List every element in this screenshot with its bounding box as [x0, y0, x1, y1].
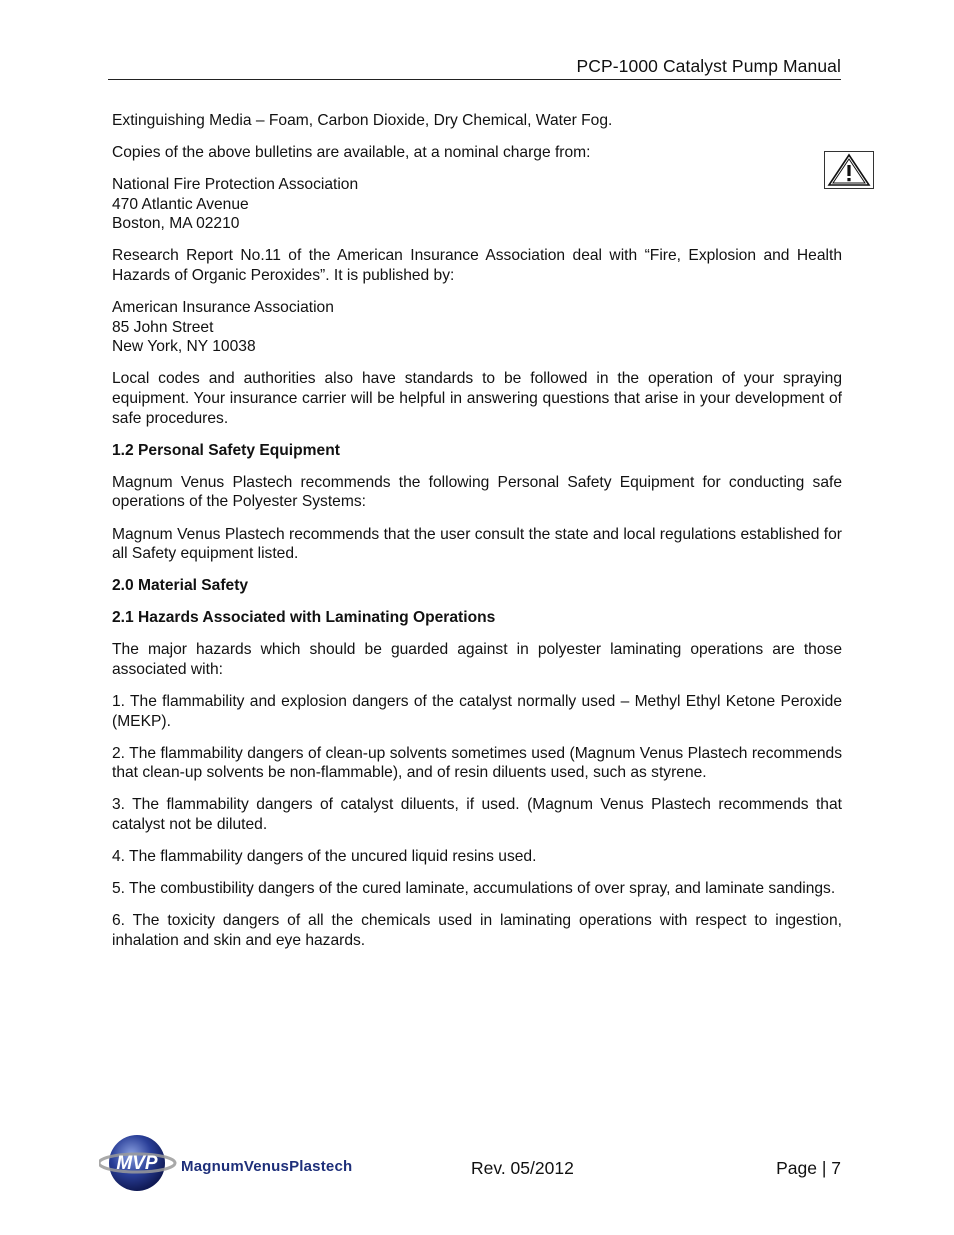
bulletins-intro-text: Copies of the above bulletins are available, at a nominal charge from: — [112, 144, 591, 162]
aia-address — [112, 298, 842, 357]
aia-address-line: American Insurance Association — [112, 299, 334, 317]
nfpa-address-line: National Fire Protection Association — [112, 176, 359, 194]
pse-paragraph-2: Magnum Venus Plastech recommends that the user consult the state and local regulations established for all Safety equipment listed. — [112, 525, 842, 563]
aia-address-line: 85 John Street — [112, 318, 214, 336]
section-heading-2-0: 2.0 Material Safety — [112, 577, 249, 595]
section-heading-1-2: 1.2 Personal Safety Equipment — [112, 441, 340, 459]
mvp-globe-logo-icon — [99, 1131, 179, 1195]
hazard-item: 1. The flammability and explosion dangers of the catalyst normally used – Methyl Ethyl Ketone Peroxide (MEKP). — [112, 693, 842, 730]
header-divider — [108, 79, 841, 80]
logo-wordmark — [181, 1158, 352, 1175]
hazard-item: 5. The combustibility dangers of the cured laminate, accumulations of over spray, and laminate sandings. — [112, 880, 836, 898]
research-report-text: Research Report No.11 of the American Insurance Association deal with “Fire, Explosion and Health Hazards of Organic Peroxides”. It is published by: — [112, 247, 842, 285]
aia-address-line: New York, NY 10038 — [112, 338, 256, 356]
revision-date: Rev. 05/2012 — [471, 1158, 574, 1178]
nfpa-address-line: 470 Atlantic Avenue — [112, 195, 249, 213]
logo-word: Magnum — [181, 1158, 244, 1175]
document-body — [112, 111, 842, 963]
page-number: Page | 7 — [776, 1158, 841, 1178]
logo-initials: MVP — [116, 1153, 158, 1174]
logo-word: Venus — [243, 1158, 290, 1175]
hazard-item: 3. The flammability dangers of catalyst diluents, if used. (Magnum Venus Plastech recommends that catalyst not be diluted. — [112, 796, 842, 834]
hazard-item: 2. The flammability dangers of clean-up solvents sometimes used (Magnum Venus Plastech recommends that clean-up solvents be non-flammable), and of resin diluents used, such as styrene. — [112, 744, 842, 782]
hazards-intro-text: The major hazards which should be guarded against in polyester laminating operations are those associated with: — [112, 641, 842, 678]
nfpa-address-line: Boston, MA 02210 — [112, 215, 240, 233]
extinguishing-media-text: Extinguishing Media – Foam, Carbon Dioxide, Dry Chemical, Water Fog. — [112, 112, 613, 129]
pse-paragraph-1: Magnum Venus Plastech recommends the following Personal Safety Equipment for conducting safe operations of the Polyester Systems: — [112, 473, 842, 511]
hazard-item: 4. The flammability dangers of the uncured liquid resins used. — [112, 848, 537, 866]
local-codes-text: Local codes and authorities also have standards to be followed in the operation of your spraying equipment. Your insurance carrier will be helpful in answering questions that arise in your development of safe procedures. — [112, 370, 842, 427]
nfpa-address — [112, 175, 842, 234]
manual-title: PCP-1000 Catalyst Pump Manual — [576, 56, 841, 76]
company-logo — [99, 1131, 389, 1195]
section-heading-2-1: 2.1 Hazards Associated with Laminating Operations — [112, 609, 496, 627]
hazard-item: 6. The toxicity dangers of all the chemicals used in laminating operations with respect to ingestion, inhalation and skin and eye hazards. — [112, 912, 842, 949]
logo-word: Plastech — [289, 1158, 353, 1175]
